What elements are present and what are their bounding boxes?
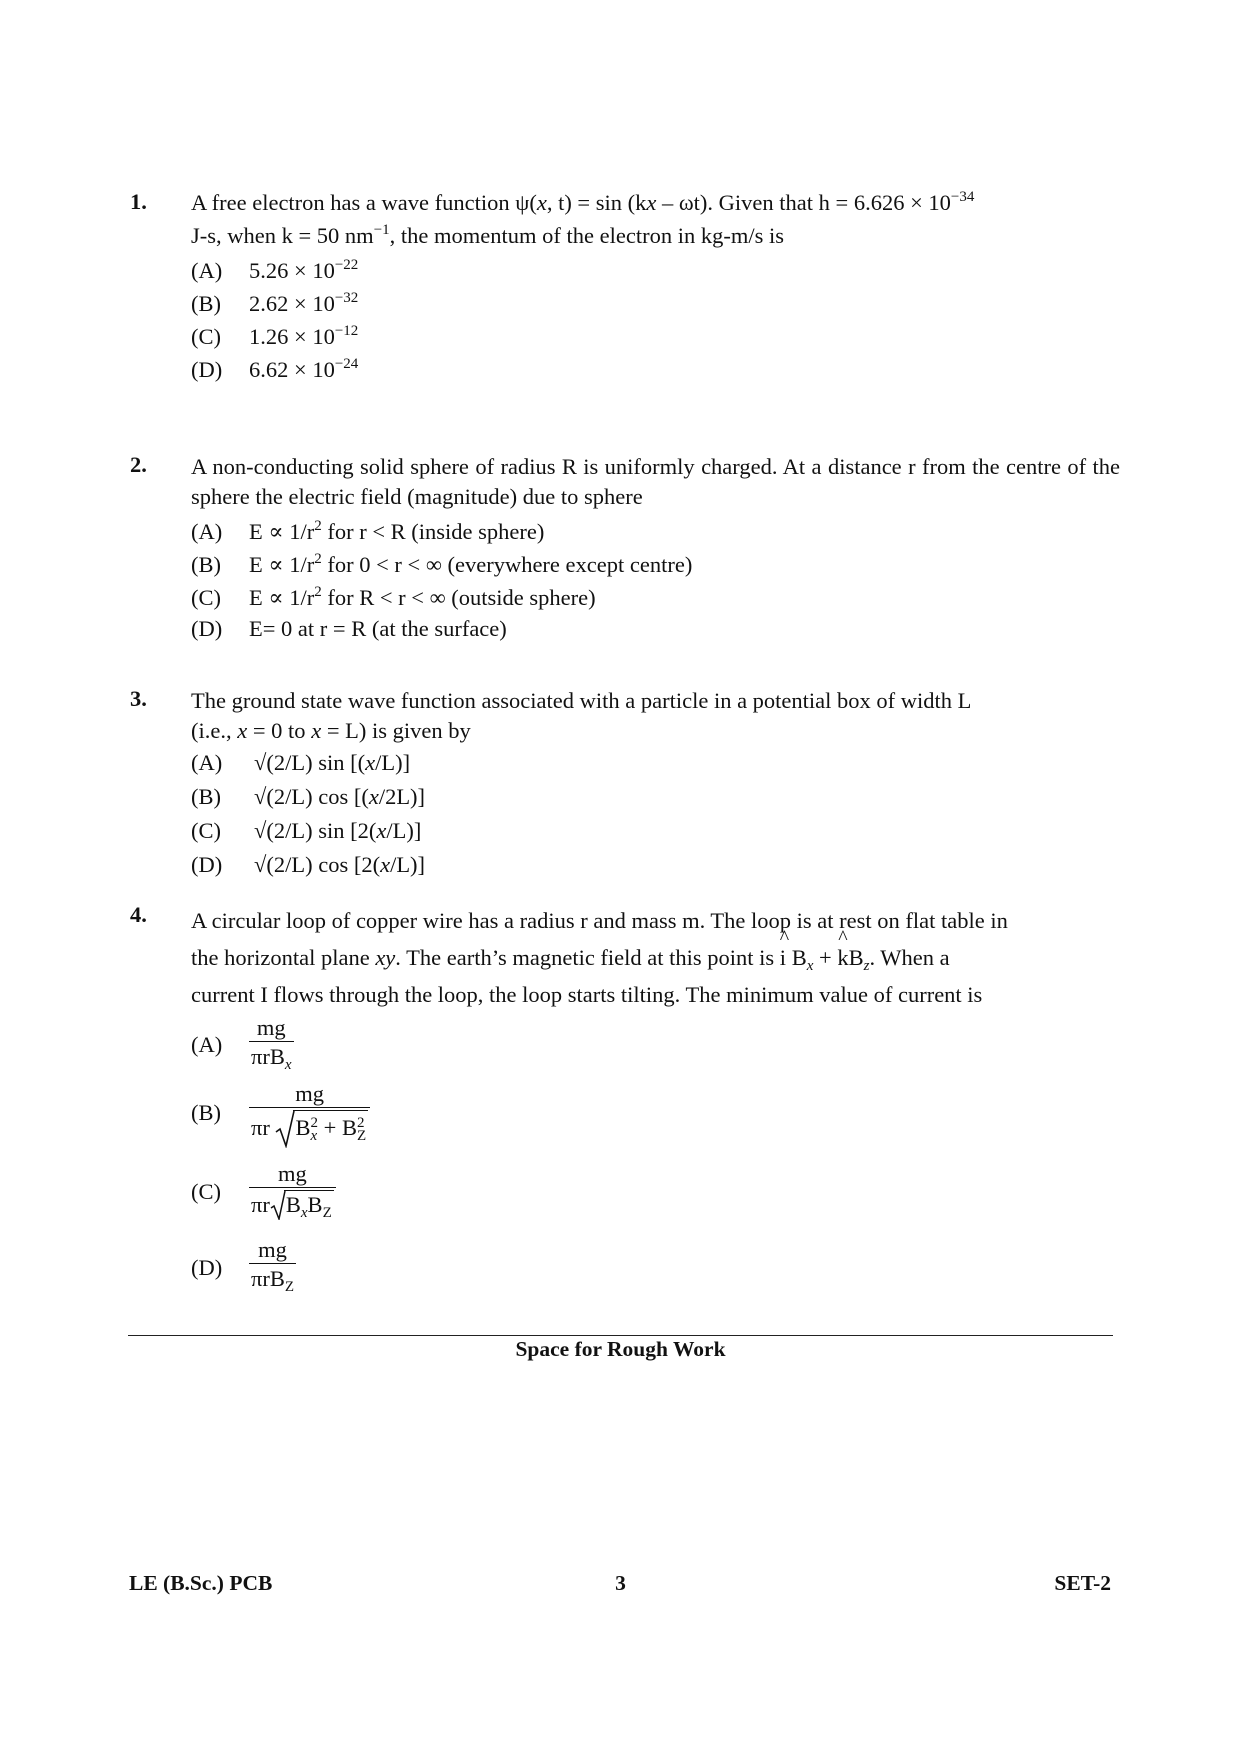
page-number: 3 — [615, 1571, 626, 1595]
question-text: A free electron has a wave function ψ(x, t) = sin (kx – ωt). Given that $h = 6.626 \times 10^{-34}$ J-s, when k = 50 $nm^{-1}$, the momentum of the electron in kg-m/s is — [191, 189, 975, 248]
question-text: A circular loop of copper wire has a radius r and mass m. The loop is at rest on flat table in the horizontal plane xy. The earth’s magnetic field at this point is ^ i $B_x$ + ^ $kB_z$. When a current I flows through the loop, the loop starts tilting. The minimum value of current is — [191, 902, 1120, 1013]
option-d: (D) mg πrB$_Z$ — [191, 1237, 295, 1295]
square-root: $B_xB_Z$ — [270, 1188, 334, 1222]
option-a: (A) $5.26 \times 10^{-22}$ — [191, 257, 359, 283]
fraction: mg πr $B_xB_Z$ — [249, 1161, 336, 1222]
question-number: 3. — [130, 686, 147, 711]
footer-left: LE (B.Sc.) PCB — [129, 1571, 273, 1595]
option-b: (B) $E \propto 1/r^2$ for 0 < r < ∞ (everywhere except centre) — [191, 551, 693, 577]
question-text: The ground state wave function associated with a particle in a potential box of width L (i.e., x = 0 to x = L) is given by — [191, 688, 972, 743]
question-3 — [130, 686, 1120, 882]
option-d: (D) E= 0 at r = R (at the surface) — [191, 616, 507, 641]
question-4 — [130, 902, 1120, 1301]
option-d: (D) $6.62 \times 10^{-24}$ — [191, 356, 359, 382]
fraction: mg πrB$_Z$ — [251, 1237, 295, 1295]
fraction: mg πr B2 x + B2 Z — [249, 1081, 370, 1148]
option-c: (C) mg πr $B_xB_Z$ — [191, 1167, 1120, 1237]
option-a: (A) $E \propto 1/r^2$ for r < R (inside sphere) — [191, 518, 545, 544]
option-a: (A) √(2/L) sin [(x/L)] — [191, 750, 411, 775]
option-c: (C) $1.26 \times 10^{-12}$ — [191, 323, 359, 349]
option-b: (B) √(2/L) cos [(x/2L)] — [191, 784, 426, 809]
rough-work-label: Space for Rough Work — [515, 1337, 726, 1361]
option-b: (B) mg πr B2 x + B2 Z — [191, 1081, 1120, 1167]
option-a: (A) mg πrB$_x$ — [191, 1015, 292, 1073]
question-text: A non-conducting solid sphere of radius R is uniformly charged. At a distance r from the centre of the sphere the electric field (magnitude) due to sphere — [191, 454, 1120, 509]
footer-right: SET-2 — [1054, 1571, 1111, 1595]
question-number: 4. — [130, 902, 147, 927]
section-divider — [128, 1335, 1113, 1336]
option-d: (D) √(2/L) cos [2(x/L)] — [191, 852, 426, 877]
question-1 — [130, 186, 1120, 386]
question-number: 2. — [130, 452, 147, 477]
square-root: B2 x + B2 Z — [275, 1108, 368, 1148]
option-c: (C) $E \propto 1/r^2$ for R < r < ∞ (outside sphere) — [191, 584, 596, 610]
fraction: mg πrB$_x$ — [251, 1015, 292, 1073]
option-b: (B) $2.62 \times 10^{-32}$ — [191, 290, 359, 316]
question-number: 1. — [130, 189, 147, 214]
option-c: (C) √(2/L) sin [2(x/L)] — [191, 818, 422, 843]
question-2 — [130, 452, 1120, 644]
